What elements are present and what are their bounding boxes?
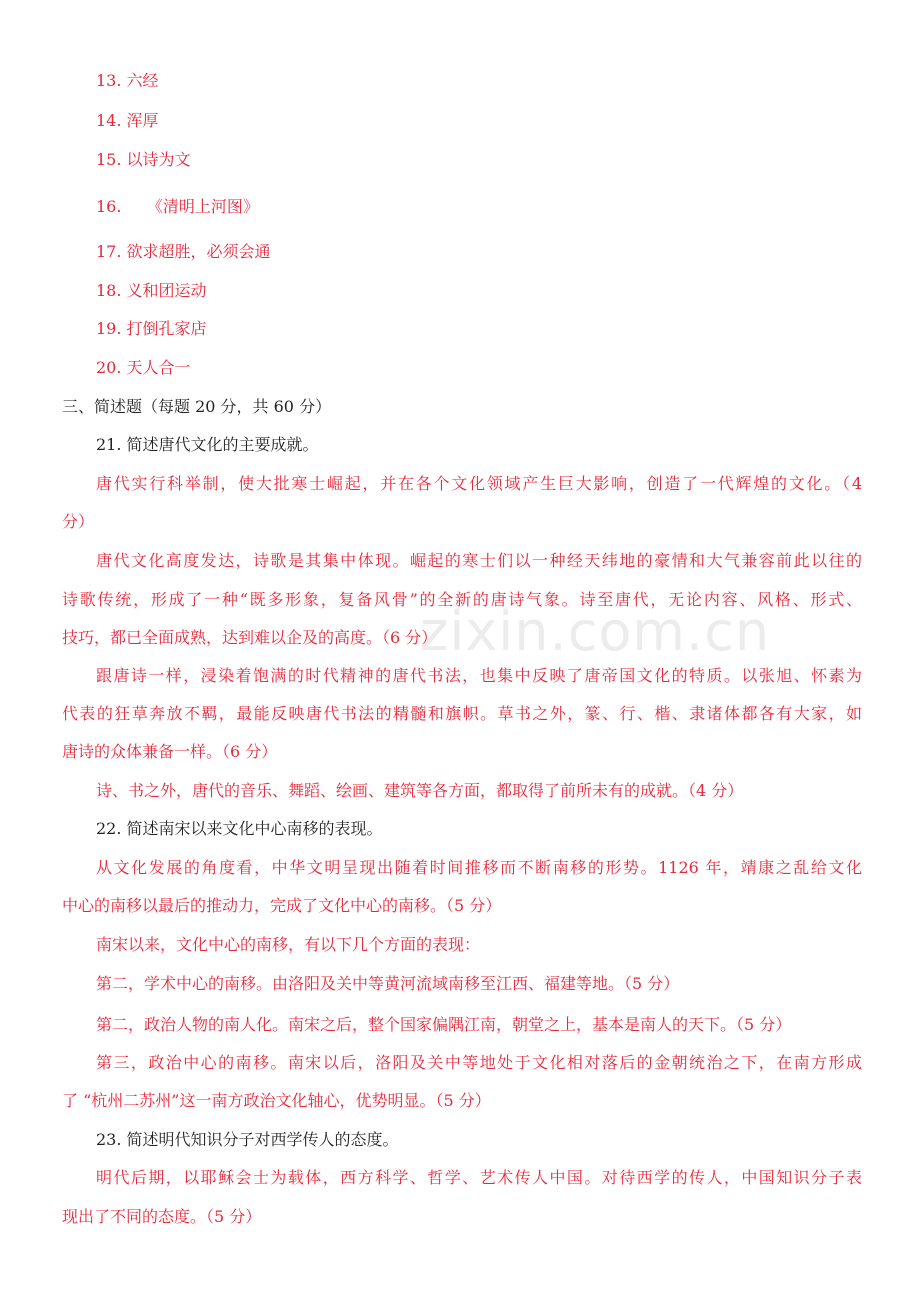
q22-answer-line: 第二，学术中心的南移。由洛阳及关中等黄河流域南移至江西、福建等地。（5 分） [96, 974, 680, 993]
answer-17: 17. 欲求超胜，必须会通 [96, 242, 271, 261]
q21-answer-line: 代表的狂草奔放不羁，最能反映唐代书法的精髓和旗帜。草书之外，篆、行、楷、隶诸体都各有大家，如 [62, 704, 862, 723]
q22-answer-line: 南宋以来，文化中心的南移，有以下几个方面的表现： [96, 935, 481, 954]
q21-answer-line: 技巧，都已全面成熟，达到难以企及的高度。（6 分） [62, 628, 438, 647]
answer-14: 14. 浑厚 [96, 111, 159, 130]
q21-answer-line: 唐代文化高度发达，诗歌是其集中体现。崛起的寒士们以一种经天纬地的豪情和大气兼容前此以往的 [96, 551, 862, 570]
watermark: zixin.com.cn [420, 600, 771, 663]
section-heading: 三、简述题（每题 20 分，共 60 分） [62, 397, 332, 416]
q21-answer-line: 跟唐诗一样，浸染着饱满的时代精神的唐代书法，也集中反映了唐帝国文化的特质。以张旭、怀素为 [96, 666, 862, 685]
q22-answer-line: 第三，政治中心的南移。南宋以后，洛阳及关中等地处于文化相对落后的金朝统治之下，在南方形成 [96, 1053, 862, 1072]
answer-19: 19. 打倒孔家店 [96, 319, 207, 338]
q22-answer-line: 了 “杭州二苏州”这一南方政治文化轴心，优势明显。（5 分） [62, 1091, 491, 1110]
q21-answer-line: 唐代实行科举制，使大批寒士崛起，并在各个文化领域产生巨大影响，创造了一代辉煌的文化。（4 [96, 474, 862, 493]
q23-answer-line: 明代后期，以耶稣会士为载体，西方科学、哲学、艺术传人中国。对待西学的传人，中国知识分子表 [96, 1168, 862, 1187]
answer-15: 15. 以诗为文 [96, 150, 191, 169]
answer-13: 13. 六经 [96, 71, 159, 90]
answer-16: 16. 《清明上河图》 [96, 197, 259, 216]
answer-20: 20. 天人合一 [96, 358, 191, 377]
q21-answer-line: 分） [62, 512, 95, 531]
answer-18: 18. 义和团运动 [96, 281, 207, 300]
q22-answer-line: 中心的南移以最后的推动力，完成了文化中心的南移。（5 分） [62, 896, 502, 915]
q21-answer-line: 唐诗的众体兼备一样。（6 分） [62, 742, 278, 761]
q22-answer-line: 第二，政治人物的南人化。南宋之后，整个国家偏隅江南，朝堂之上，基本是南人的天下。（5 分） [96, 1015, 792, 1034]
question-23: 23. 简述明代知识分子对西学传人的态度。 [96, 1130, 399, 1149]
q22-answer-line: 从文化发展的角度看，中华文明呈现出随着时间推移而不断南移的形势。1126 年，靖康之乱给文化 [96, 858, 862, 877]
question-21: 21. 简述唐代文化的主要成就。 [96, 435, 319, 454]
q23-answer-line: 现出了不同的态度。（5 分） [62, 1207, 262, 1226]
q21-answer-line: 诗、书之外，唐代的音乐、舞蹈、绘画、建筑等各方面，都取得了前所未有的成就。（4 分） [96, 781, 744, 800]
q21-answer-line: 诗歌传统，形成了一种“既多形象，复备风骨”的全新的唐诗气象。诗至唐代，无论内容、风格、形式、 [62, 590, 862, 609]
question-22: 22. 简述南宋以来文化中心南移的表现。 [96, 819, 383, 838]
